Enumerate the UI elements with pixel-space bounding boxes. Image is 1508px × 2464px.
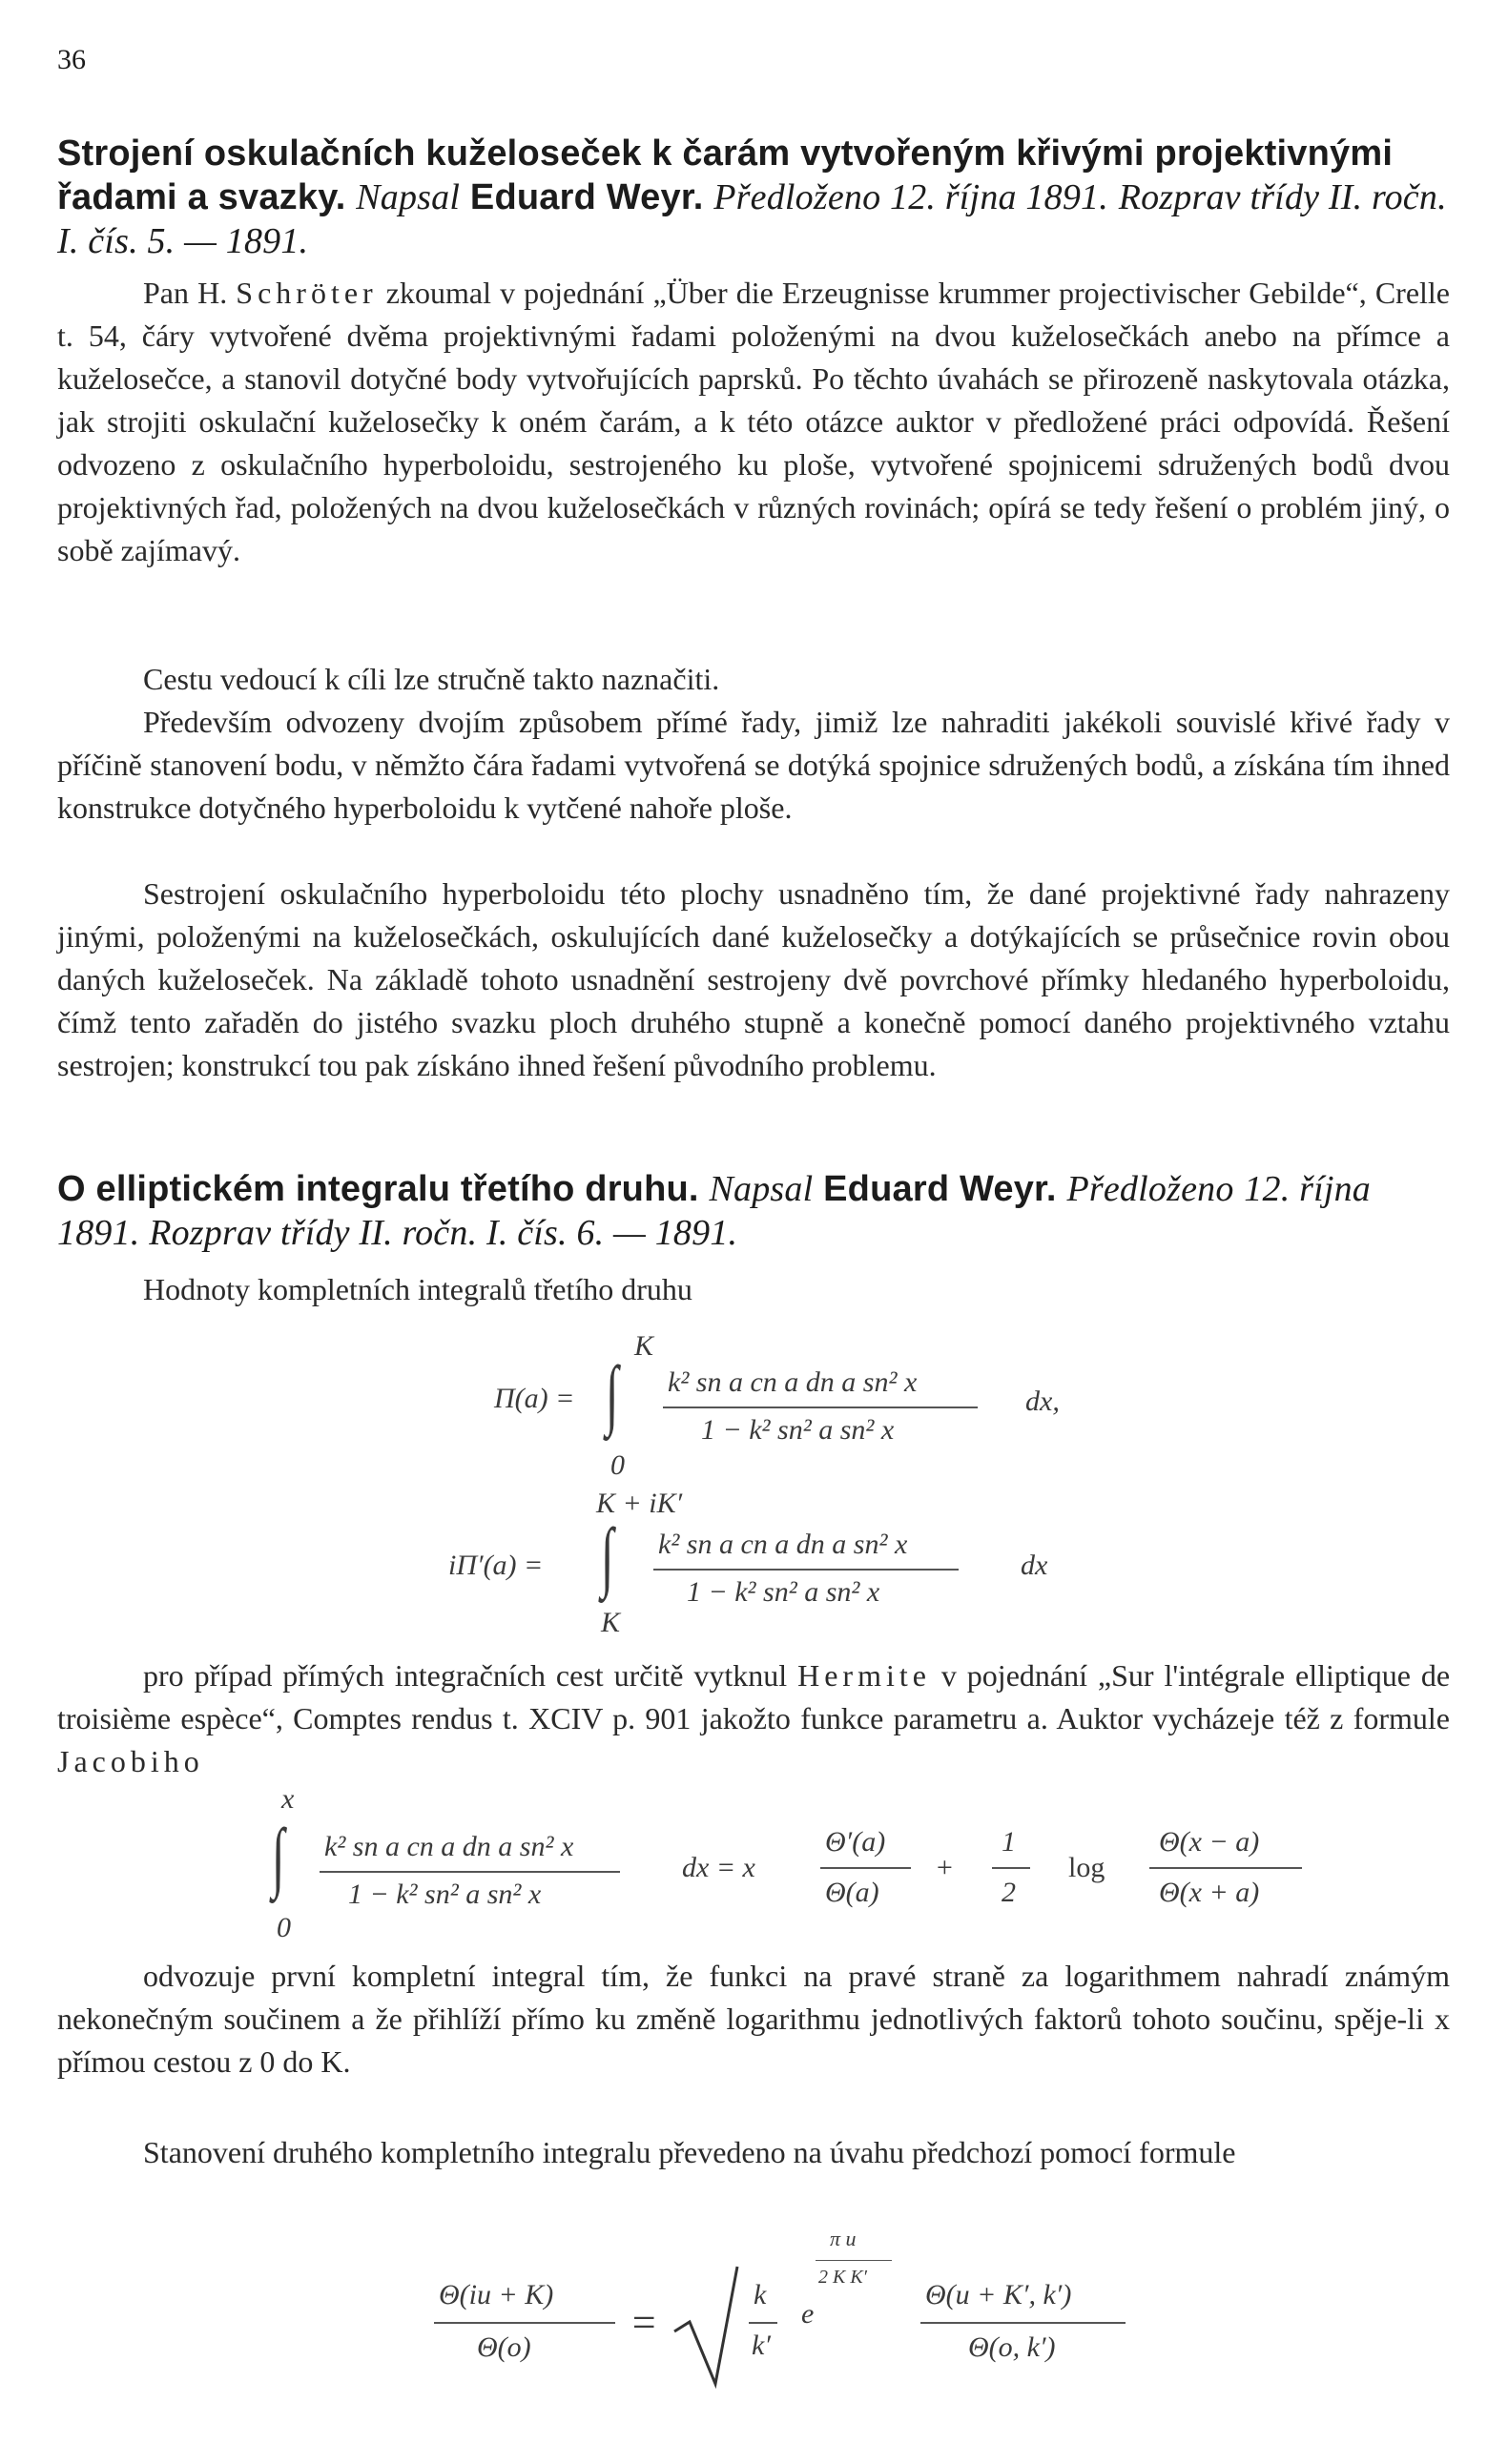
formula3-log-numerator: Θ(x − a)	[1159, 1826, 1260, 1858]
article1-p1-body: zkoumal v pojednání „Über die Erzeugnisse krummer projectivischer Gebilde“, Crelle t. 54, čáry vytvořené dvěma projektivnými řadami položenými na dvou kuželosečkách anebo na přímce a kuželosečce, a stanovil dotyčné body vytvořujících paprsků. Po těchto úvahách se přirozeně naskytovala otázka, jak strojiti oskulační kuželosečky k oném čarám, a k této otázce auktor v předložené práci odpovídá. Řešení odvozeno z oskulačního hyperboloidu, sestrojeného ku ploše, vytvořené spojnicemi sdružených bodů dvou projektivných řad, položených na dvou kuželosečkách v různých rovinách; opírá se tedy řešení o problém jiný, o sobě zajímavý.	[57, 276, 1451, 567]
article1-paragraph-2: Cestu vedoucí k cíli lze stručně takto naznačiti.	[143, 662, 720, 696]
formula-2	[448, 1488, 1116, 1638]
formula3-half-bar	[992, 1867, 1030, 1869]
formula3-upper-limit: x	[281, 1783, 295, 1815]
formula3-log-bar	[1149, 1867, 1302, 1869]
formula4-exponent-bar	[816, 2260, 892, 2261]
article2-source: 12. října 1891. Rozprav třídy II. ročn. I. čís. 6. — 1891.	[57, 1169, 1372, 1253]
formula3-half-num: 1	[1002, 1826, 1016, 1858]
article2-title-block	[57, 1167, 1450, 1255]
article1-p1-lead: Pan H.	[143, 276, 228, 310]
formula4-equals: =	[630, 2299, 658, 2346]
formula4-root-numerator: k	[754, 2279, 767, 2310]
formula2-denominator: 1 − k² sn² a sn² x	[687, 1576, 880, 1608]
integral-sign-3: ∫	[272, 1813, 285, 1899]
formula2-lower-limit: K	[601, 1607, 621, 1638]
formula1-upper-limit: K	[634, 1330, 654, 1362]
article1-byline-label: Napsal	[356, 177, 461, 217]
article2-p2-name2: Jacobiho	[57, 1744, 204, 1778]
article2-p2-body: v pojednání „Sur l'intégrale elliptique de troisième espèce“, Comptes rendus t. XCIV p. 901 jakožto funkce parametru a. Auktor vycházeje též z formule	[57, 1658, 1451, 1735]
article2-paragraph-4: Stanovení druhého kompletního integralu převedeno na úvahu předchozí pomocí formule	[143, 2135, 1236, 2169]
formula4-exponent-bottom: 2 K K′	[818, 2267, 868, 2288]
formula4-root-bar	[749, 2322, 777, 2324]
formula2-dx: dx	[1021, 1550, 1048, 1581]
formula1-dx: dx,	[1025, 1386, 1060, 1417]
formula3-half-den: 2	[1002, 1877, 1016, 1908]
article2-byline-label: Napsal	[709, 1169, 814, 1209]
formula4-right-bar	[920, 2322, 1126, 2324]
formula3-theta-prime: Θ′(a)	[825, 1826, 886, 1858]
formula3-numerator: k² sn a cn a dn a sn² x	[324, 1831, 574, 1862]
formula4-exponent-top: π u	[830, 2227, 857, 2250]
article2-title: O elliptickém integralu třetího druhu.	[57, 1169, 699, 1209]
article1-paragraph-4: Sestrojení oskulačního hyperboloidu této plochy usnadněno tím, že dané projektivné řady nahrazeny jinými, položenými na kuželosečkách, oskulujících dané kuželosečky a dotýkajících se průsečnice rovin obou daných kuželoseček. Na základě tohoto usnadnění sestrojeny dvě povrchové přímky hledaného hyperboloidu, čímž tento zařaděn do jistého svazku ploch druhého stupně a konečně pomocí daného projektivného vztahu sestrojen; konstrukcí tou pak získáno ihned řešení původního problemu.	[57, 876, 1450, 1082]
formula3-plus: +	[935, 1852, 955, 1883]
formula2-numerator: k² sn a cn a dn a sn² x	[658, 1529, 908, 1560]
formula1-numerator: k² sn a cn a dn a sn² x	[668, 1366, 918, 1398]
formula4-right-numerator: Θ(u + K′, k′)	[925, 2279, 1072, 2310]
article2-paragraph-2	[57, 1654, 1450, 1783]
formula2-fraction-bar	[653, 1569, 959, 1571]
article2-p2-lead: pro případ přímých integračních cest určitě vytknul	[143, 1658, 788, 1693]
formula1-fraction-bar	[663, 1407, 978, 1408]
formula1-denominator: 1 − k² sn² a sn² x	[701, 1414, 895, 1446]
article1-submitted: Předloženo 12. října 1891.	[713, 177, 1108, 217]
formula4-left-denominator: Θ(o)	[477, 2331, 531, 2363]
formula4-right-denominator: Θ(o, k′)	[968, 2331, 1056, 2363]
article1-paragraph-1	[57, 272, 1450, 572]
article2-paragraph-3: odvozuje první kompletní integral tím, že funkci na pravé straně za logarithmem nahradí známým nekonečným součinem a že přihlíží přímo ku změně logarithmu jednotlivých faktorů tohoto součinu, spěje-li x přímou cestou z 0 do K.	[57, 1959, 1450, 2079]
formula3-theta: Θ(a)	[825, 1877, 879, 1908]
formula1-lhs: Π(a) =	[494, 1383, 575, 1414]
formula3-dx-eq-x: dx = x	[682, 1852, 755, 1883]
formula3-log-denominator: Θ(x + a)	[1159, 1877, 1260, 1908]
formula2-lhs: iΠ′(a) =	[448, 1550, 544, 1581]
page-number: 36	[57, 44, 86, 75]
formula1-lower-limit: 0	[610, 1449, 625, 1481]
square-root-icon	[672, 2265, 739, 2389]
formula3-denominator: 1 − k² sn² a sn² x	[348, 1879, 542, 1910]
article2-author: Eduard Weyr.	[823, 1169, 1057, 1209]
formula3-theta-bar	[820, 1867, 911, 1869]
formula4-left-bar	[434, 2322, 615, 2324]
formula3-lower-limit: 0	[277, 1912, 291, 1943]
formula4-e: e	[801, 2298, 815, 2330]
formula3-log: log	[1068, 1852, 1105, 1883]
integral-sign-1: ∫	[606, 1350, 619, 1437]
formula4-root-denominator: k′	[752, 2330, 771, 2361]
integral-sign-2: ∫	[601, 1512, 614, 1599]
article2-paragraph-1: Hodnoty kompletních integralů třetího druhu	[143, 1272, 692, 1306]
formula4-left-numerator: Θ(iu + K)	[439, 2279, 554, 2310]
formula-1	[477, 1330, 1145, 1481]
formula-3	[229, 1783, 1335, 1943]
article1-title: Strojení oskulačních kuželoseček k čarám vytvořeným křivými projektivnými řadami a svazky.	[57, 133, 1394, 217]
article2-p2-name: Hermite	[797, 1658, 931, 1693]
formula2-upper-limit: K + iK′	[596, 1488, 683, 1519]
article1-paragraph-3: Především odvozeny dvojím způsobem přímé řady, jimiž lze nahraditi jakékoli souvislé křivé řady v příčině stanovení bodu, v němžto čára řadami vytvořená se dotýká spojnice sdružených bodů, a získána tím ihned konstrukce dotyčného hyperboloidu k vytčené nahoře ploše.	[57, 705, 1450, 825]
article2-submitted: Předloženo	[1066, 1169, 1234, 1209]
article1-author: Eduard Weyr.	[469, 177, 704, 217]
article1-p1-name: Schröter	[236, 276, 378, 310]
article1-source: Rozprav třídy II. ročn. I. čís. 5. — 1891.	[57, 177, 1447, 261]
article1-title-block	[57, 132, 1450, 263]
formula-4	[429, 2227, 1192, 2417]
formula3-fraction-bar	[320, 1871, 620, 1873]
